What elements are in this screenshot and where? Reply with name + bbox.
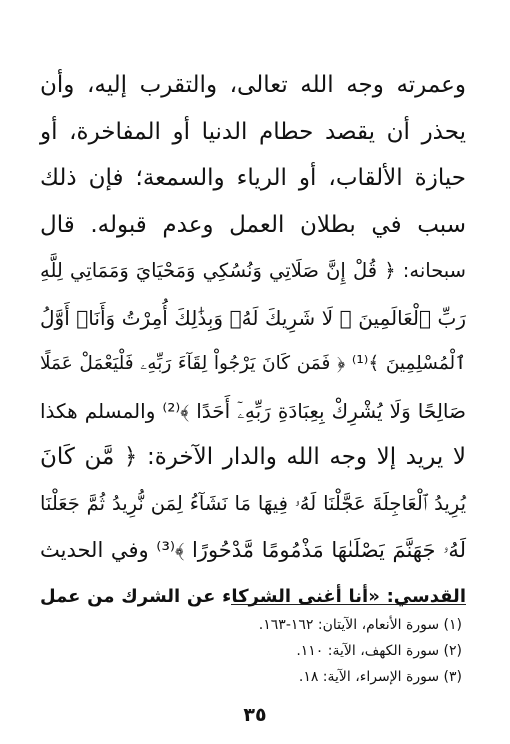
main-text bbox=[40, 62, 466, 620]
text-line: ٱلْمُسْلِمِينَ ﴾⁽¹⁾ ﴿ فَمَن كَانَ يَرْجُواْ لِقَآءَ رَبِّهِۦ فَلْيَعْمَلْ عَمَلًا bbox=[40, 353, 466, 374]
text-line: وعمرته وجه الله تعالى، والتقرب إليه، وأن bbox=[40, 72, 466, 98]
footnote: (٢) سورة الكهف، الآية: ١١٠. bbox=[296, 643, 462, 659]
footnote-divider bbox=[231, 604, 466, 605]
text-line: يُرِيدُ ٱلْعَاجِلَةَ عَجَّلْنَا لَهُۥ فِيهَا مَا نَشَآءُ لِمَن نُّرِيدُ ثُمَّ جَعَلْنَا bbox=[40, 491, 466, 515]
text-line: لا يريد إلا وجه الله والدار الآخرة: ﴿ مَّن كَانَ bbox=[40, 444, 466, 470]
text-line: صَالِحًا وَلَا يُشْرِكْ بِعِبَادَةِ رَبِّهِۦٓ أَحَدًا ﴾⁽²⁾ والمسلم هكذا bbox=[40, 398, 466, 423]
text-line: القدسي: «أنا أغنى الشركاء عن الشرك من عمل bbox=[40, 585, 466, 607]
text-line: يحذر أن يقصد حطام الدنيا أو المفاخرة، أو bbox=[40, 118, 466, 145]
footnote: (٣) سورة الإسراء، الآية: ١٨. bbox=[298, 669, 462, 685]
text-line: سبب في بطلان العمل وعدم قبوله. قال bbox=[40, 211, 466, 238]
text-line: حيازة الألقاب، أو الرياء والسمعة؛ فإن ذلك bbox=[40, 165, 466, 191]
text-line: سبحانه: ﴿ قُلْ إِنَّ صَلَاتِي وَنُسُكِي وَمَحْيَايَ وَمَمَاتِي لِلَّهِ bbox=[40, 259, 466, 282]
footnote: (١) سورة الأنعام، الآيتان: ١٦٢-١٦٣. bbox=[258, 617, 462, 633]
page-number: ٣٥ bbox=[243, 704, 267, 726]
text-line: لَهُۥ جَهَنَّمَ يَصْلَىٰهَا مَذْمُومًا مَّدْحُورًا ﴾⁽³⁾ وفي الحديث bbox=[40, 538, 467, 562]
text-line: رَبِّ ٱلْعَالَمِينَ ۞ لَا شَرِيكَ لَهُۥ وَبِذَٰلِكَ أُمِرْتُ وَأَنَا۠ أَوَّلُ bbox=[40, 305, 466, 330]
footnotes bbox=[259, 612, 462, 690]
